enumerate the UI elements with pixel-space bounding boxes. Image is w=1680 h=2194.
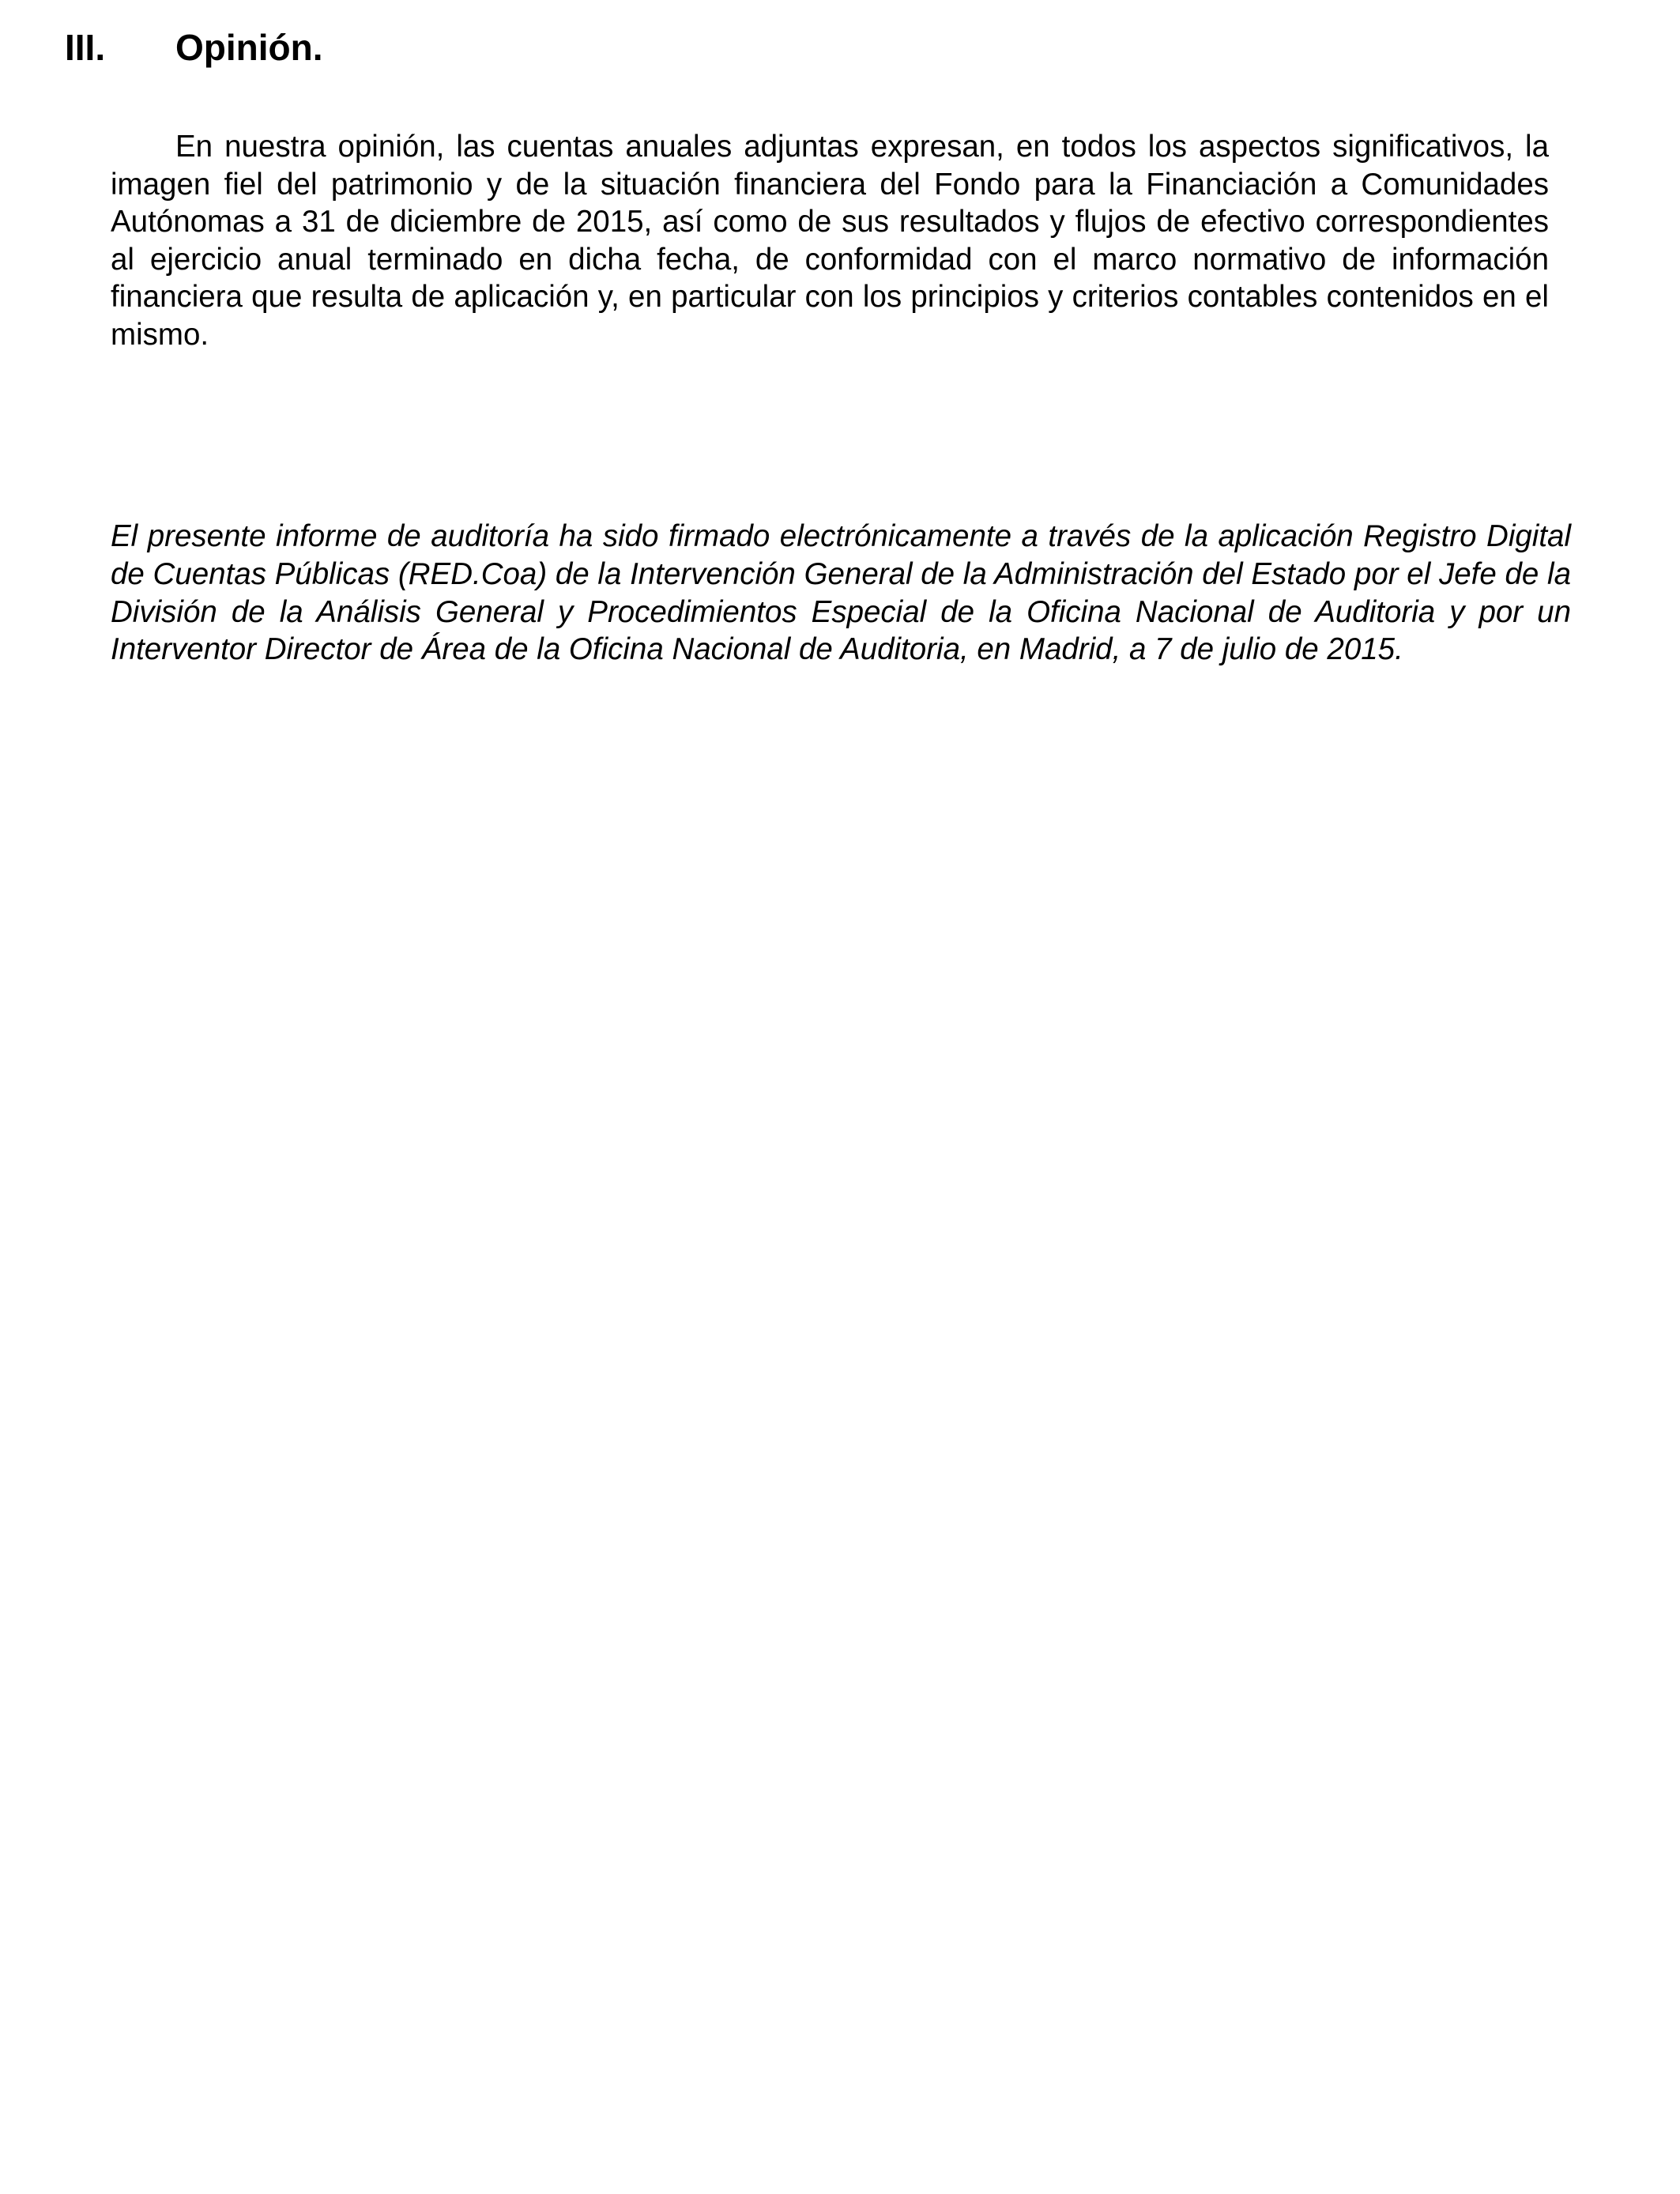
electronic-signature-note: El presente informe de auditoría ha sido firmado electrónicamente a través de la aplicación Registro Digital de Cuentas Públicas (RED.Coa) de la Intervención General de la Administración del Estado por el Jefe de la División de la Análisis General y Procedimientos Especial de la Oficina Nacional de Auditoria y por un Interventor Director de Área de la Oficina Nacional de Auditoria, en Madrid, a 7 de julio de 2015. xyxy=(111,519,1571,667)
section-heading xyxy=(65,24,323,71)
opinion-paragraph: En nuestra opinión, las cuentas anuales adjuntas expresan, en todos los aspectos significativos, la imagen fiel del patrimonio y de la situación financiera del Fondo para la Financiación a Comunidades Autónomas a 31 de diciembre de 2015, así como de sus resultados y flujos de efectivo correspondientes al ejercicio anual terminado en dicha fecha, de conformidad con el marco normativo de información financiera que resulta de aplicación y, en particular con los principios y criterios contables contenidos en el mismo. xyxy=(111,130,1549,352)
section-number: III. xyxy=(65,27,106,68)
section-title: Opinión. xyxy=(175,27,323,68)
